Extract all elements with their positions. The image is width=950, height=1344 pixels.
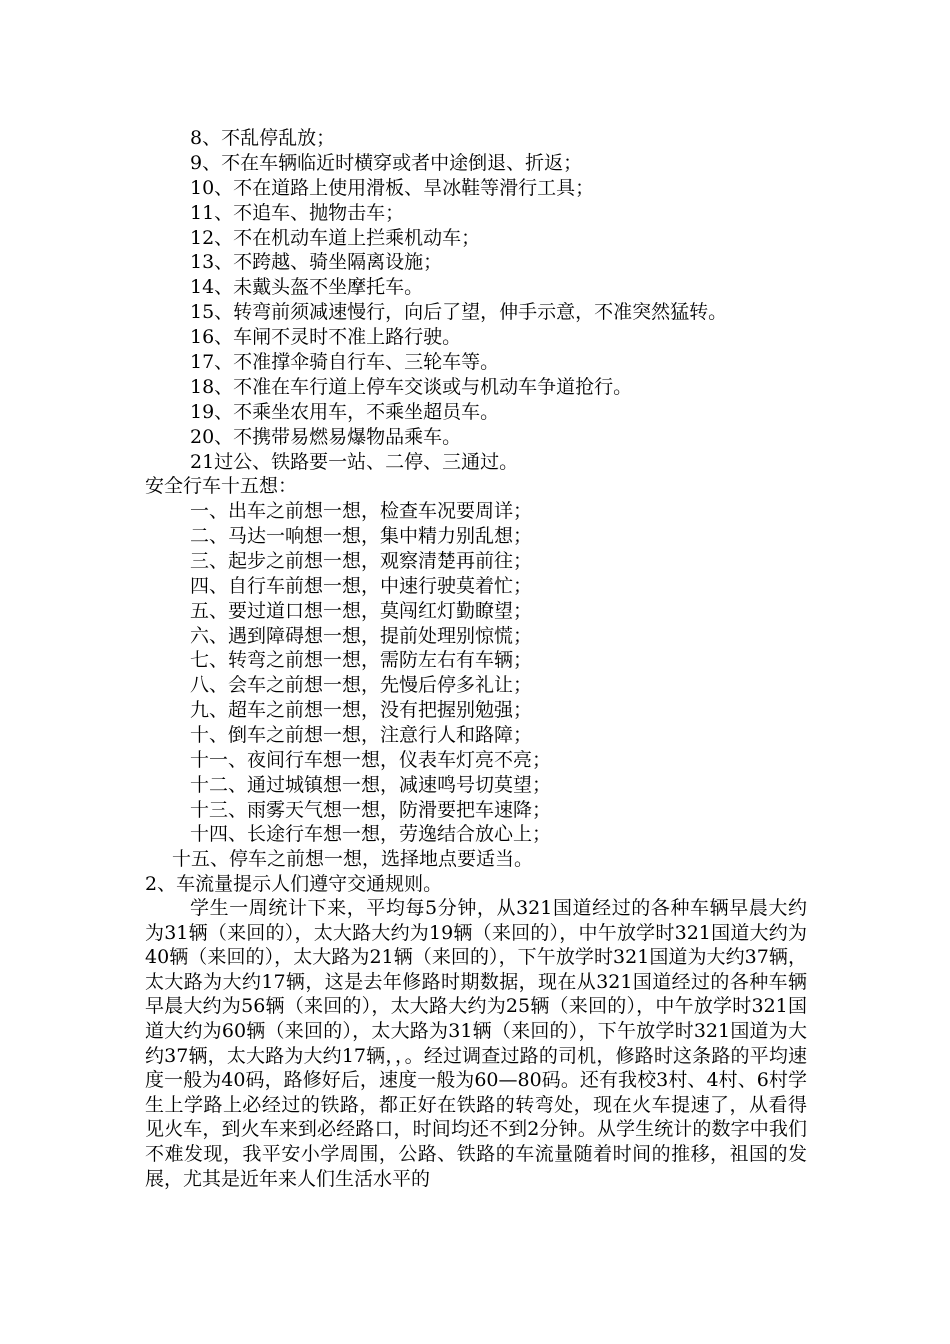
rule-item: 16、车闸不灵时不准上路行驶。 bbox=[190, 326, 462, 348]
rule-item: 8、不乱停乱放； bbox=[190, 127, 336, 149]
thought-item: 一、出车之前想一想，检查车况要周详； bbox=[190, 500, 533, 522]
thought-item: 十三、雨雾天气想一想，防滑要把车速降； bbox=[190, 799, 552, 821]
rule-item: 19、不乘坐农用车，不乘坐超员车。 bbox=[190, 401, 500, 423]
thought-item: 十五、停车之前想一想，选择地点要适当。 bbox=[172, 848, 534, 870]
thought-item: 四、自行车前想一想，中速行驶莫着忙； bbox=[190, 575, 533, 597]
thoughts-title: 安全行车十五想： bbox=[145, 475, 298, 497]
rule-item: 21过公、铁路要一站、二停、三通过。 bbox=[190, 451, 519, 473]
thought-item: 八、会车之前想一想，先慢后停多礼让； bbox=[190, 674, 533, 696]
rule-item: 18、不准在车行道上停车交谈或与机动车争道抢行。 bbox=[190, 376, 633, 398]
thought-item: 十、倒车之前想一想，注意行人和路障； bbox=[190, 724, 533, 746]
thought-item: 五、要过道口想一想，莫闯红灯勤瞭望； bbox=[190, 600, 533, 622]
thought-item: 十二、通过城镇想一想，减速鸣号切莫望； bbox=[190, 774, 552, 796]
rule-item: 13、不跨越、骑坐隔离设施； bbox=[190, 251, 443, 273]
rule-item: 20、不携带易燃易爆物品乘车。 bbox=[190, 426, 462, 448]
rule-item: 17、不准撑伞骑自行车、三轮车等。 bbox=[190, 351, 500, 373]
rule-item: 15、转弯前须减速慢行，向后了望，伸手示意，不准突然猛转。 bbox=[190, 301, 728, 323]
thought-item: 九、超车之前想一想，没有把握别勉强； bbox=[190, 699, 533, 721]
thought-item: 十一、夜间行车想一想，仪表车灯亮不亮； bbox=[190, 749, 552, 771]
thought-item: 二、马达一响想一想，集中精力别乱想； bbox=[190, 525, 533, 547]
rule-item: 14、未戴头盔不坐摩托车。 bbox=[190, 276, 424, 298]
rule-item: 11、不追车、抛物击车； bbox=[190, 202, 405, 224]
thought-item: 三、起步之前想一想，观察清楚再前往； bbox=[190, 550, 533, 572]
rule-item: 9、不在车辆临近时横穿或者中途倒退、折返； bbox=[190, 152, 583, 174]
thought-item: 六、遇到障碍想一想，提前处理别惊慌； bbox=[190, 625, 533, 647]
body-paragraph: 学生一周统计下来，平均每5分钟，从321国道经过的各种车辆早晨大约为31辆（来回的），太大路大约为19辆（来回的），中午放学时321国道大约为40辆（来回的），太大路为21辆（来回的），下午放学时321国道为大约37辆，太大路为大约17辆，这是去年修路时期数据，现在从321国道经过的各种车辆早晨大约为56辆（来回的），太大路大约为25辆（来回的），中午放学时321国道大约为60辆（来回的），太大路为31辆（来回的），下午放学时321国道为大约37辆，太大路为大约17辆，，。经过调查过路的司机，修路时这条路的平均速度一般为40码，路修好后，速度一般为60—80码。还有我校3村、4村、6村学生上学路上必经过的铁路，都正好在铁路的转弯处，现在火车提速了，从看得见火车，到火车来到必经路口，时间均还不到2分钟。从学生统计的数字中我们不难发现，我平安小学周围，公路、铁路的车流量随着时间的推移，祖国的发展，尤其是近年来人们生活水平的 bbox=[145, 897, 807, 1190]
section-heading: 2、车流量提示人们遵守交通规则。 bbox=[145, 873, 443, 895]
rule-item: 12、不在机动车道上拦乘机动车； bbox=[190, 227, 481, 249]
thought-item: 七、转弯之前想一想，需防左右有车辆； bbox=[190, 649, 533, 671]
thought-item: 十四、长途行车想一想，劳逸结合放心上； bbox=[190, 823, 552, 845]
rule-item: 10、不在道路上使用滑板、旱冰鞋等滑行工具； bbox=[190, 177, 595, 199]
